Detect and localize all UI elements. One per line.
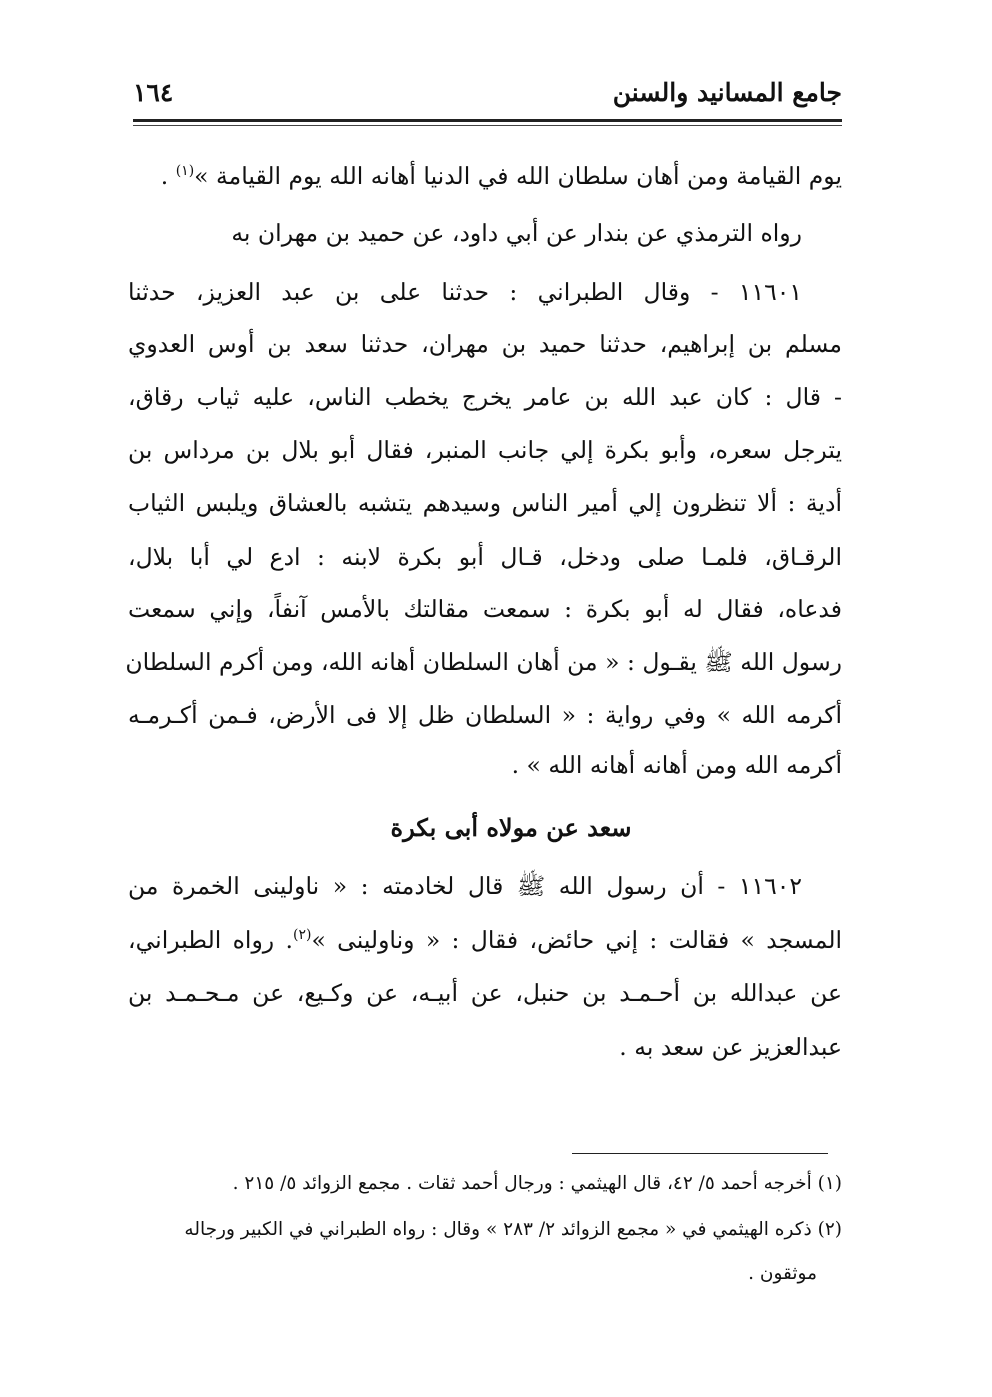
hadith-number-line: ١١٦٠١ - وقال الطبراني : حدثنا على بن عبد العزيز، حدثنا <box>128 278 802 306</box>
section-heading: سعد عن مولاه أبى بكرة <box>390 813 632 842</box>
body-line: مسلم بن إبراهيم، حدثنا حميد بن مهران، حدثنا سعد بن أوس العدوي <box>128 330 842 358</box>
body-line: عبدالعزيز عن سعد به . <box>619 1033 842 1061</box>
footnote: (١) أخرجه أحمد ٥/ ٤٢، قال الهيثمي : ورجال أحمد ثقات . مجمع الزوائد ٥/ ٢١٥ . <box>232 1173 842 1194</box>
body-line: عن عبدالله بن أحـمـد بن حنبل، عن أبيـه، عن وكـيع، عن مـحـمـد بن <box>128 979 842 1007</box>
header-rule <box>133 119 842 122</box>
body-line: فدعاه، فقال له أبو بكرة : سمعت مقالتك بالأمس آنفاً، وإني سمعت <box>128 595 842 623</box>
body-line: يوم القيامة ومن أهان سلطان الله في الدنيا أهانه الله يوم القيامة »$^{(١)}$ . <box>160 162 842 190</box>
footnote-ref: (١) <box>175 163 195 180</box>
header-rule-thin <box>133 125 842 126</box>
page-number: ١٦٤ <box>133 78 174 107</box>
running-header-title: جامع المسانيد والسنن <box>612 78 842 107</box>
body-line: أدية : ألا تنظرون إلي أمير الناس وسيدهم يتشبه بالعشاق ويلبس الثياب <box>128 489 842 517</box>
hadith-number-line: ١١٦٠٢ - أن رسول الله ﷺ قال لخادمته : « ناولينى الخمرة من <box>128 872 802 900</box>
body-line: أكرمه الله ومن أهانه أهانه الله » . <box>511 751 842 779</box>
body-line: رواه الترمذي عن بندار عن أبي داود، عن حميد بن مهران به <box>231 219 802 247</box>
body-line: رسول الله ﷺ يقـول : « من أهان السلطان أهانه الله، ومن أكرم السلطان <box>125 648 842 676</box>
body-line: أكرمه الله » وفي رواية : « السلطان ظل إلا فى الأرض، فـمن أكـرمـه <box>128 701 842 729</box>
body-line: - قال : كان عبد الله بن عامر يخرج يخطب الناس، عليه ثياب رقاق، <box>128 383 842 411</box>
footnote: (٢) ذكره الهيثمي في « مجمع الزوائد ٢/ ٢٨٣ » وقال : رواه الطبراني في الكبير ورجاله <box>184 1219 842 1240</box>
footnote-ref: (٢) <box>292 927 312 944</box>
footnote-rule <box>572 1153 828 1154</box>
body-line: المسجد » فقالت : إني حائض، فقال : « وناولينى »$^{(٢)}$. رواه الطبراني، <box>128 926 843 954</box>
body-line: يترجل سعره، وأبو بكرة إلي جانب المنبر، فقال أبو بلال بن مرداس بن <box>128 436 842 464</box>
body-line: الرقـاق، فلمـا صلى ودخل، قـال أبو بكرة لابنه : ادع لي أبا بلال، <box>128 543 842 571</box>
footnote-continuation: موثقون . <box>748 1263 817 1284</box>
